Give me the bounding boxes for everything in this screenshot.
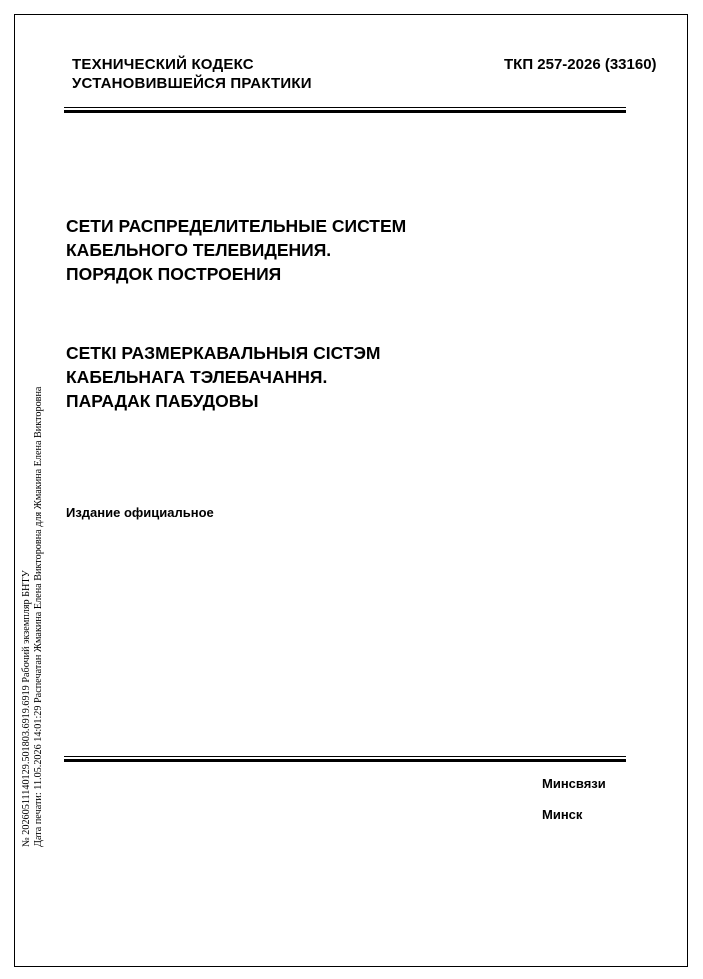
title-russian-line-1: СЕТИ РАСПРЕДЕЛИТЕЛЬНЫЕ СИСТЕМ — [66, 216, 407, 236]
rule-thick-line — [64, 759, 626, 762]
title-russian-line-3: ПОРЯДОК ПОСТРОЕНИЯ — [66, 264, 282, 284]
official-edition-note: Издание официальное — [66, 505, 214, 520]
print-stamp-line-1: № 20260511140129.501803.6919.6919 Рабочий экземпляр БНТУ — [21, 570, 32, 847]
document-type-line-2: УСТАНОВИВШЕЙСЯ ПРАКТИКИ — [72, 75, 312, 92]
title-belarusian-line-2: КАБЕЛЬНАГА ТЭЛЕБАЧАННЯ. — [66, 367, 328, 387]
title-russian-line-2: КАБЕЛЬНОГО ТЕЛЕВИДЕНИЯ. — [66, 240, 332, 260]
top-double-rule — [64, 107, 626, 113]
bottom-double-rule — [64, 756, 626, 762]
publisher: Минсвязи — [542, 776, 606, 791]
print-stamp-line-2: Дата печати: 11.05.2026 14:01:29 Распечатан Жмакина Елена Викторовна для Жмакина Елена Викторовна — [33, 386, 44, 847]
title-russian — [66, 214, 406, 286]
document-type — [72, 55, 312, 93]
title-belarusian-line-1: СЕТКІ РАЗМЕРКАВАЛЬНЫЯ СІСТЭМ — [66, 343, 381, 363]
page-border — [14, 14, 688, 967]
title-belarusian — [66, 341, 381, 413]
publication-city: Минск — [542, 807, 583, 822]
document-type-line-1: ТЕХНИЧЕСКИЙ КОДЕКС — [72, 56, 254, 73]
document-designation: ТКП 257-2026 (33160) — [504, 56, 657, 73]
title-belarusian-line-3: ПАРАДАК ПАБУДОВЫ — [66, 391, 259, 411]
rule-thick-line — [64, 110, 626, 113]
print-stamp — [21, 287, 45, 847]
